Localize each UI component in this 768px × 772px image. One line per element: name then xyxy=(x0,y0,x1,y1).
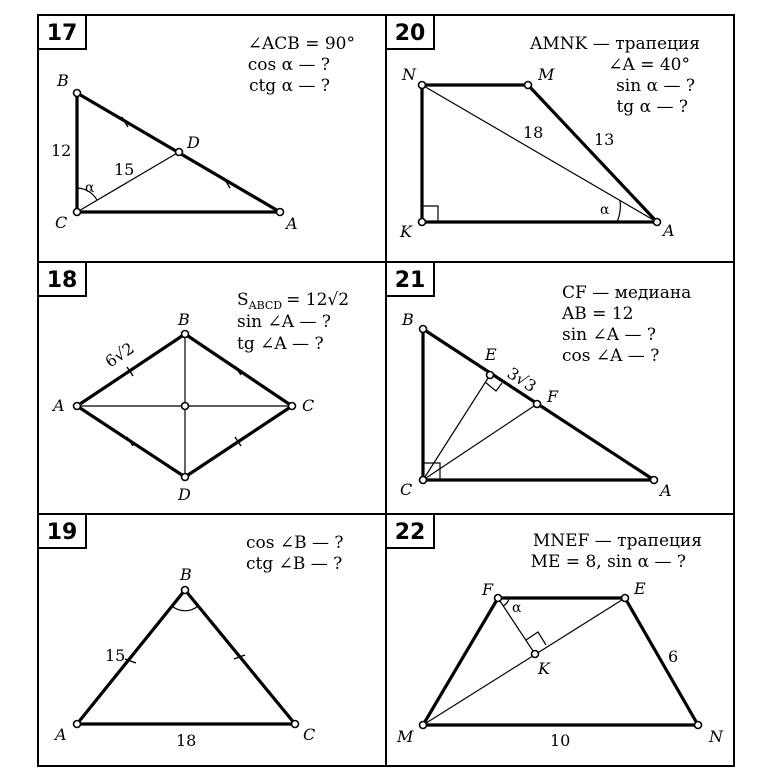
point-b xyxy=(420,326,427,333)
segment-label-cd: 15 xyxy=(114,160,135,179)
condition-line: sin ∠A — ? xyxy=(237,312,331,332)
vertex-label-a: A xyxy=(53,396,65,415)
vertex-label-n: N xyxy=(709,727,723,746)
height-ce xyxy=(423,375,490,480)
vertex-label-c: C xyxy=(302,396,315,415)
problem-number: 21 xyxy=(394,268,426,293)
vertex-label-a: A xyxy=(286,214,298,233)
point-c xyxy=(74,209,81,216)
problem-number: 18 xyxy=(46,268,78,293)
condition-line: tg ∠A — ? xyxy=(237,334,324,354)
diagonal-me xyxy=(423,598,625,725)
condition-line: cos ∠A — ? xyxy=(562,346,660,366)
vertex-label-d: D xyxy=(178,485,191,504)
angle-arc xyxy=(172,606,198,611)
point-k xyxy=(532,651,539,658)
vertex-label-c: C xyxy=(303,725,316,744)
condition-line: sin α — ? xyxy=(616,76,695,96)
vertex-label-b: B xyxy=(180,565,192,584)
problem-number: 19 xyxy=(46,520,78,545)
point-a xyxy=(277,209,284,216)
problem-number: 17 xyxy=(46,21,78,46)
side-label-ab: 6√2 xyxy=(101,338,138,372)
point-f xyxy=(495,595,502,602)
point-b xyxy=(182,331,189,338)
point-c xyxy=(292,721,299,728)
condition-line: cos ∠B — ? xyxy=(246,533,344,553)
condition-line: AMNK — трапеция xyxy=(530,34,700,54)
vertex-label-m: M xyxy=(538,65,555,84)
problem-20-panel xyxy=(386,15,734,262)
vertex-label-a: A xyxy=(663,221,675,240)
point-a xyxy=(651,477,658,484)
vertex-label-f: F xyxy=(547,387,559,406)
segment-label-ef: 3√3 xyxy=(503,363,540,397)
side-label-mn: 10 xyxy=(550,731,571,750)
problem-17-panel xyxy=(38,15,386,262)
segment-label-na: 18 xyxy=(523,123,544,142)
condition-line: ctg ∠B — ? xyxy=(246,554,343,574)
trapezoid-mnef xyxy=(423,598,698,725)
vertex-label-b: B xyxy=(402,310,414,329)
side-label-ab: 15 xyxy=(105,646,126,665)
vertex-label-a: A xyxy=(55,725,67,744)
side-label-en: 6 xyxy=(668,647,679,666)
point-c xyxy=(289,403,296,410)
point-m xyxy=(420,722,427,729)
vertex-label-n: N xyxy=(402,65,416,84)
point-m xyxy=(525,82,532,89)
point-d xyxy=(176,149,183,156)
point-a xyxy=(74,721,81,728)
problem-21-panel xyxy=(386,262,734,514)
vertex-label-d: D xyxy=(187,133,200,152)
condition-line: sin ∠A — ? xyxy=(562,325,656,345)
vertex-label-k: K xyxy=(400,222,412,241)
point-d xyxy=(182,474,189,481)
condition-line: MNEF — трапеция xyxy=(532,531,702,551)
point-n xyxy=(419,82,426,89)
angle-label-alpha: α xyxy=(512,600,522,616)
angle-label-alpha: α xyxy=(85,180,95,196)
problem-number: 22 xyxy=(394,520,426,545)
problem-19-panel xyxy=(38,514,386,766)
angle-arc xyxy=(617,200,620,222)
right-angle-mark xyxy=(526,632,546,645)
vertex-label-e: E xyxy=(634,579,646,598)
vertex-label-b: B xyxy=(57,71,69,90)
side-label-ac: 18 xyxy=(176,731,197,750)
point-a xyxy=(654,219,661,226)
condition-line: tg α — ? xyxy=(616,97,688,117)
point-k xyxy=(419,219,426,226)
condition-line: CF — медиана xyxy=(562,283,692,303)
point-e xyxy=(487,372,494,379)
side-label-bc: 12 xyxy=(51,141,72,160)
area-condition: $S_{ABCD} = 12√2$ xyxy=(237,290,350,312)
point-n xyxy=(695,722,702,729)
point-f xyxy=(534,401,541,408)
vertex-label-m: M xyxy=(397,727,414,746)
condition-line: ∠ACB = 90° xyxy=(247,34,355,54)
point-b xyxy=(182,587,189,594)
vertex-label-f: F xyxy=(482,580,494,599)
right-angle-mark xyxy=(485,382,502,391)
condition-line: AB = 12 xyxy=(562,304,634,324)
problem-22-panel xyxy=(386,514,734,766)
problem-18-panel xyxy=(38,262,386,514)
condition-line: ∠A = 40° xyxy=(608,55,690,75)
point-c xyxy=(420,477,427,484)
angle-label-alpha: α xyxy=(600,202,610,218)
point-b xyxy=(74,90,81,97)
vertex-label-e: E xyxy=(485,345,497,364)
point-a xyxy=(74,403,81,410)
vertex-label-k: K xyxy=(538,659,550,678)
condition-line: cos α — ? xyxy=(247,55,330,75)
vertex-label-c: C xyxy=(400,480,413,499)
point-e xyxy=(622,595,629,602)
vertex-label-c: C xyxy=(55,213,68,232)
condition-line: ctg α — ? xyxy=(248,76,330,96)
point-center xyxy=(182,403,189,410)
vertex-label-a: A xyxy=(660,481,672,500)
problem-number: 20 xyxy=(394,21,426,46)
vertex-label-b: B xyxy=(178,310,190,329)
side-label-ma: 13 xyxy=(594,130,615,149)
condition-line: ME = 8, sin α — ? xyxy=(530,552,686,572)
